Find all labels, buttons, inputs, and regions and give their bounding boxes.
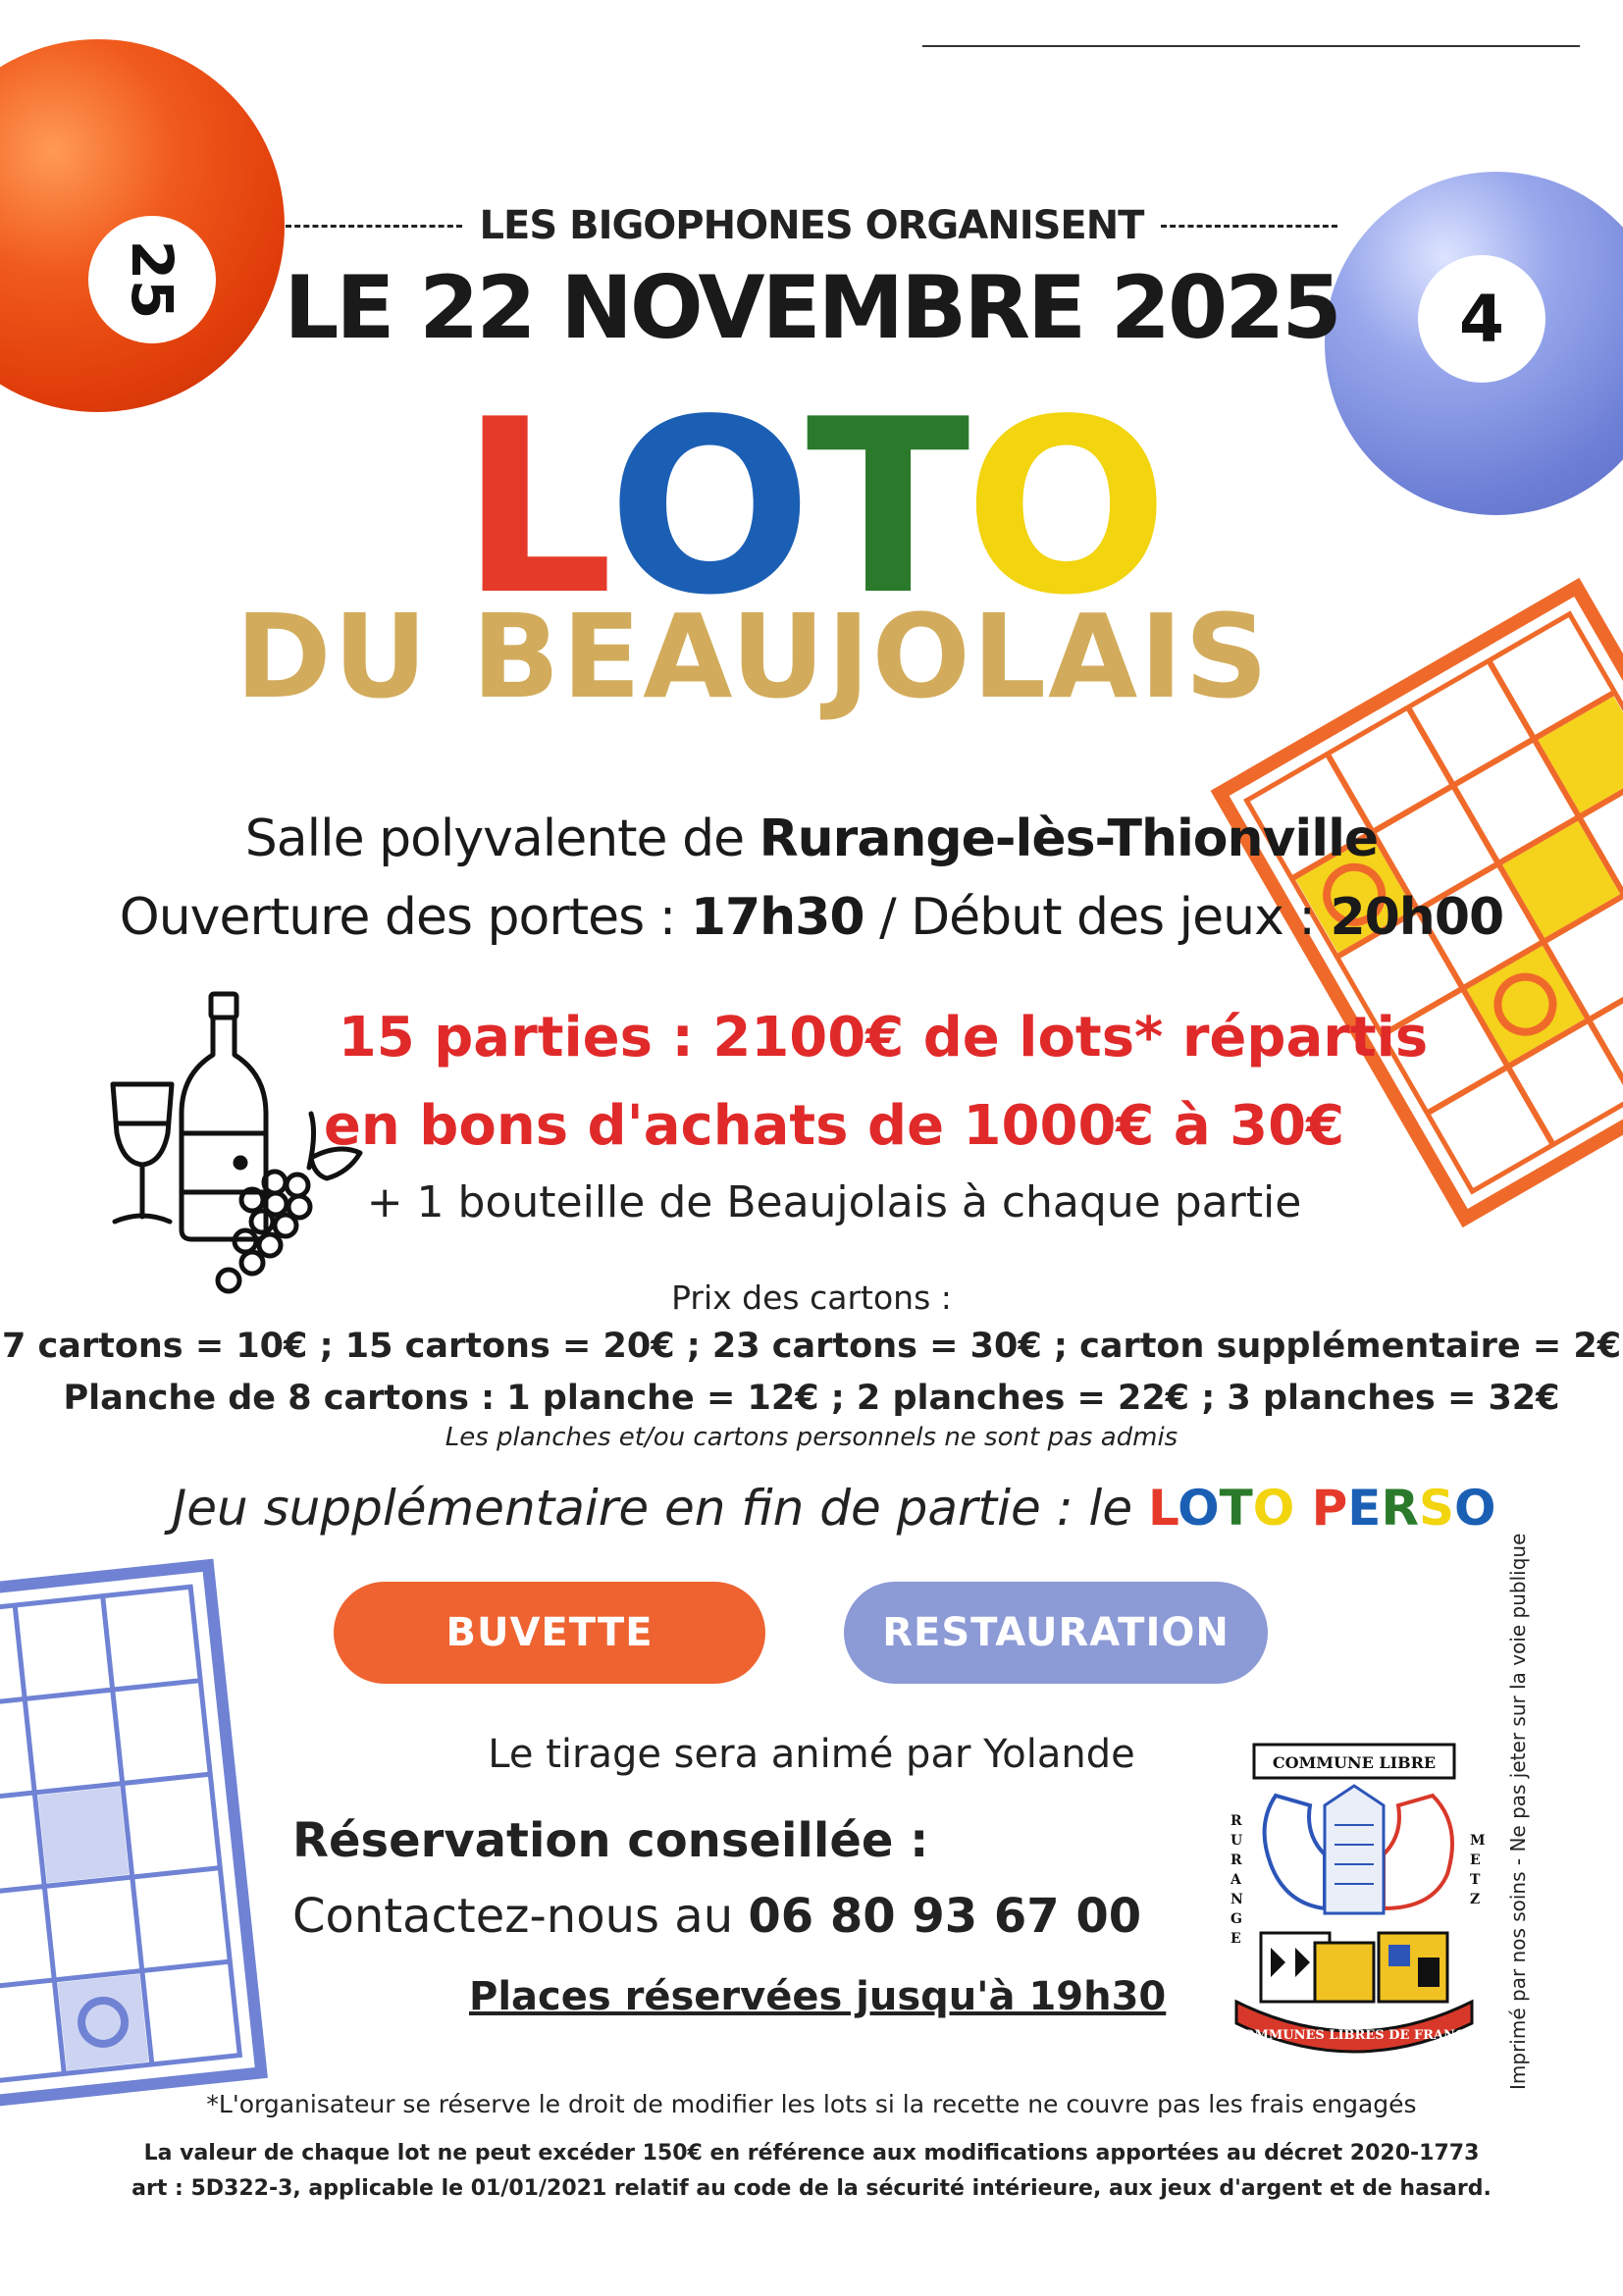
restauration-button: RESTAURATION: [844, 1582, 1268, 1684]
loto-card-left-icon: [0, 1554, 272, 2115]
time-separator: /: [864, 888, 912, 947]
organizer-line: [0, 196, 1623, 255]
places-reserved: Places réservées jusqu'à 19h30: [469, 1974, 1167, 2019]
prizes-line-1: 15 parties : 2100€ de lots* répartis: [338, 1006, 1429, 1070]
lp-letter: P: [1311, 1480, 1348, 1537]
emblem-right-text: M E T Z: [1470, 1833, 1486, 1907]
extra-game-text: Jeu supplémentaire en fin de partie : le: [172, 1480, 1148, 1537]
prizes-line-2: en bons d'achats de 1000€ à 30€: [323, 1094, 1345, 1158]
prizes-line-3: + 1 bouteille de Beaujolais à chaque partie: [366, 1177, 1302, 1227]
loto-letter-o2: O: [964, 368, 1163, 648]
emblem-top-text: COMMUNE LIBRE: [1272, 1753, 1437, 1772]
print-note: Imprimé par nos soins - Ne pas jeter sur la voie publique: [1506, 1533, 1530, 2090]
lp-letter: E: [1347, 1480, 1382, 1537]
dash-left: [286, 225, 462, 228]
lp-letter: T: [1219, 1480, 1253, 1537]
games-time: 20h00: [1330, 888, 1504, 947]
emblem-left-text: R U R A N G E: [1230, 1813, 1243, 1947]
pricing-planches: Planche de 8 cartons : 1 planche = 12€ ; 2 planches = 22€ ; 3 planches = 32€: [63, 1379, 1560, 1418]
loto-letter-t: T: [806, 368, 965, 648]
pricing-title: Prix des cartons :: [671, 1278, 952, 1317]
venue-line: [0, 809, 1623, 868]
contact-line: [292, 1889, 1141, 1944]
lp-letter: S: [1418, 1480, 1454, 1537]
lp-letter: O: [1252, 1480, 1295, 1537]
ball-number-25: 25: [88, 216, 216, 343]
host-line: Le tirage sera animé par Yolande: [488, 1732, 1135, 1777]
dash-right: [1161, 225, 1337, 228]
contact-prefix: Contactez-nous au: [292, 1889, 749, 1944]
loto-letter-l: L: [460, 368, 608, 648]
lp-letter: O: [1178, 1480, 1220, 1537]
phone-number: 06 80 93 67 00: [748, 1889, 1142, 1944]
lp-letter: O: [1453, 1480, 1496, 1537]
pricing-cartons: 7 cartons = 10€ ; 15 cartons = 20€ ; 23 cartons = 30€ ; carton supplémentaire = 2€: [1, 1327, 1622, 1366]
legal-line-2: art : 5D322-3, applicable le 01/01/2021 relatif au code de la sécurité intérieure, aux jeux d'argent et de hasard.: [131, 2176, 1492, 2201]
venue-prefix: Salle polyvalente de: [244, 809, 759, 868]
loto-letter-o1: O: [607, 368, 807, 648]
emblem-bottom-text: COMMUNES LIBRES DE FRANCE: [1232, 2028, 1476, 2043]
event-date: LE 22 NOVEMBRE 2025: [284, 257, 1339, 358]
venue-place: Rurange-lès-Thionville: [759, 809, 1379, 868]
ball-number-4: 4: [1418, 255, 1545, 383]
games-label: Début des jeux :: [911, 888, 1331, 947]
organizer-text: LES BIGOPHONES ORGANISENT: [479, 203, 1144, 248]
pricing-note: Les planches et/ou cartons personnels ne sont pas admis: [445, 1423, 1178, 1452]
reservation-title: Réservation conseillée :: [292, 1813, 929, 1868]
disclaimer: *L'organisateur se réserve le droit de modifier les lots si la recette ne couvre pas les frais engagés: [206, 2090, 1417, 2118]
buvette-button: BUVETTE: [334, 1582, 765, 1684]
commune-libre-emblem: [1217, 1737, 1492, 2061]
lp-letter: L: [1147, 1480, 1178, 1537]
extra-game-line: [147, 1480, 1521, 1537]
lp-letter: R: [1381, 1480, 1419, 1537]
scan-line: [922, 45, 1580, 47]
beaujolais-subtitle: DU BEAUJOLAIS: [235, 589, 1271, 724]
doors-label: Ouverture des portes :: [119, 888, 691, 947]
loto-perso-label: [1148, 1480, 1496, 1537]
legal-line-1: La valeur de chaque lot ne peut excéder 150€ en référence aux modifications apportées au décret 2020-1773: [143, 2141, 1480, 2166]
doors-time: 17h30: [690, 888, 864, 947]
times-line: [0, 888, 1623, 947]
